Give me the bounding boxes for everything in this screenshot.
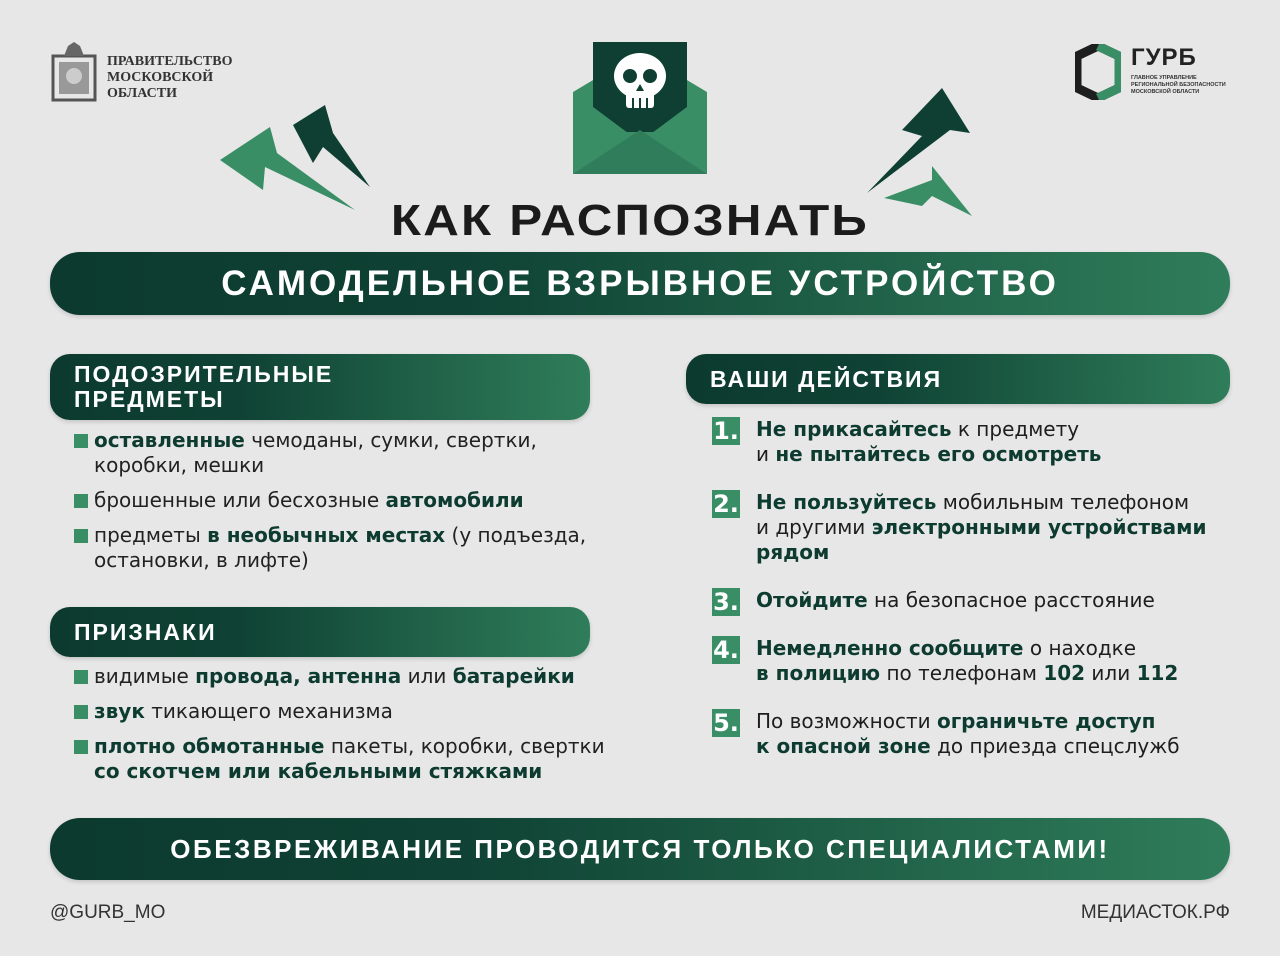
action-step	[712, 636, 1232, 686]
list-item	[50, 488, 610, 513]
emphasis-text: электронными устройствами рядом	[756, 515, 1207, 564]
body-text: По возможности	[756, 709, 937, 733]
emphasis-text: не пытайтесь его осмотреть	[775, 442, 1102, 466]
bullet-square-icon	[74, 740, 88, 754]
body-text: или	[401, 664, 453, 688]
emphasis-text: со скотчем или кабельными стяжками	[94, 759, 543, 783]
step-number: 5.	[713, 709, 739, 737]
body-text: до приезда спецслужб	[930, 734, 1180, 758]
step-number: 4.	[713, 636, 739, 664]
emphasis-text: Немедленно сообщите	[756, 636, 1024, 660]
list-item	[50, 734, 630, 784]
social-handle: @GURB_MO	[50, 902, 166, 923]
bullet-square-icon	[74, 494, 88, 508]
bullet-square-icon	[74, 529, 88, 543]
body-text: к предмету	[951, 417, 1080, 441]
body-text: и	[756, 442, 769, 466]
body-text: на безопасное расстояние	[867, 588, 1155, 612]
emphasis-text: Не прикасайтесь	[756, 417, 952, 441]
title-line1: КАК РАСПОЗНАТЬ	[390, 196, 870, 245]
list-item	[50, 699, 630, 724]
action-step	[712, 588, 1232, 616]
emphasis-text: 112	[1136, 661, 1179, 685]
action-step	[712, 490, 1232, 565]
emphasis-text: автомобили	[385, 488, 524, 512]
emphasis-text: батарейки	[452, 664, 575, 688]
body-text: (у подъезда, остановки, в лифте)	[94, 523, 587, 572]
body-text: чемоданы, сумки, свертки, коробки, мешки	[94, 428, 537, 477]
bullet-square-icon	[74, 705, 88, 719]
action-step	[712, 709, 1232, 759]
step-text	[712, 417, 1232, 467]
emphasis-text: Отойдите	[756, 588, 868, 612]
government-name: ПРАВИТЕЛЬСТВО МОСКОВСКОЙ ОБЛАСТИ	[107, 54, 233, 101]
body-text: мобильным телефоном и другими	[756, 490, 1190, 539]
body-text: предметы	[94, 523, 208, 547]
footer-banner: ОБЕЗВРЕЖИВАНИЕ ПРОВОДИТСЯ ТОЛЬКО СПЕЦИАЛИСТАМИ!	[50, 818, 1230, 880]
body-text: брошенные или бесхозные	[94, 488, 386, 512]
list-item	[50, 523, 610, 573]
bullet-square-icon	[74, 434, 88, 448]
emphasis-text: в необычных местах	[207, 523, 446, 547]
body-text: о находке	[1029, 636, 1137, 660]
signs-list	[50, 664, 630, 794]
body-text: видимые	[94, 664, 196, 688]
envelope-skull-icon	[573, 42, 707, 174]
emphasis-text: Не пользуйтесь	[756, 490, 937, 514]
step-text	[712, 588, 1232, 613]
source-label: МЕДИАСТОК.РФ	[1080, 902, 1230, 923]
step-number: 3.	[713, 588, 739, 616]
moscow-region-coat-of-arms-icon	[50, 42, 98, 102]
gurb-subtitle: ГЛАВНОЕ УПРАВЛЕНИЕ РЕГИОНАЛЬНОЙ БЕЗОПАСНОСТИ МОСКОВСКОЙ ОБЛАСТИ	[1131, 75, 1226, 95]
action-step	[712, 417, 1232, 467]
list-item	[50, 428, 610, 478]
suspicious-items-list	[50, 428, 610, 583]
body-text: пакеты, коробки, свертки	[324, 734, 605, 758]
emphasis-text: 102	[1043, 661, 1086, 685]
suspicious-items-heading: ПОДОЗРИТЕЛЬНЫЕ ПРЕДМЕТЫ	[50, 354, 590, 420]
list-item	[50, 664, 630, 689]
emphasis-text: звук	[94, 699, 145, 723]
body-text: или	[1085, 661, 1137, 685]
gurb-shield-icon	[1075, 44, 1121, 100]
gurb-title: ГУРБ	[1131, 44, 1197, 71]
step-text	[712, 490, 1232, 565]
emphasis-text: оставленные	[94, 428, 245, 452]
actions-heading: ВАШИ ДЕЙСТВИЯ	[686, 354, 1230, 404]
step-number: 2.	[713, 490, 739, 518]
body-text: тикающего механизма	[144, 699, 393, 723]
emphasis-text: провода, антенна	[195, 664, 402, 688]
signs-heading: ПРИЗНАКИ	[50, 607, 590, 657]
step-text	[712, 636, 1232, 686]
step-number: 1.	[713, 417, 739, 445]
step-text	[712, 709, 1232, 759]
emphasis-text: ограничьте доступ к опасной зоне	[756, 709, 1156, 758]
title-banner: САМОДЕЛЬНОЕ ВЗРЫВНОЕ УСТРОЙСТВО	[50, 252, 1230, 315]
body-text: по телефонам	[880, 661, 1044, 685]
bullet-square-icon	[74, 670, 88, 684]
emphasis-text: в полицию	[756, 661, 881, 685]
emphasis-text: плотно обмотанные	[94, 734, 325, 758]
